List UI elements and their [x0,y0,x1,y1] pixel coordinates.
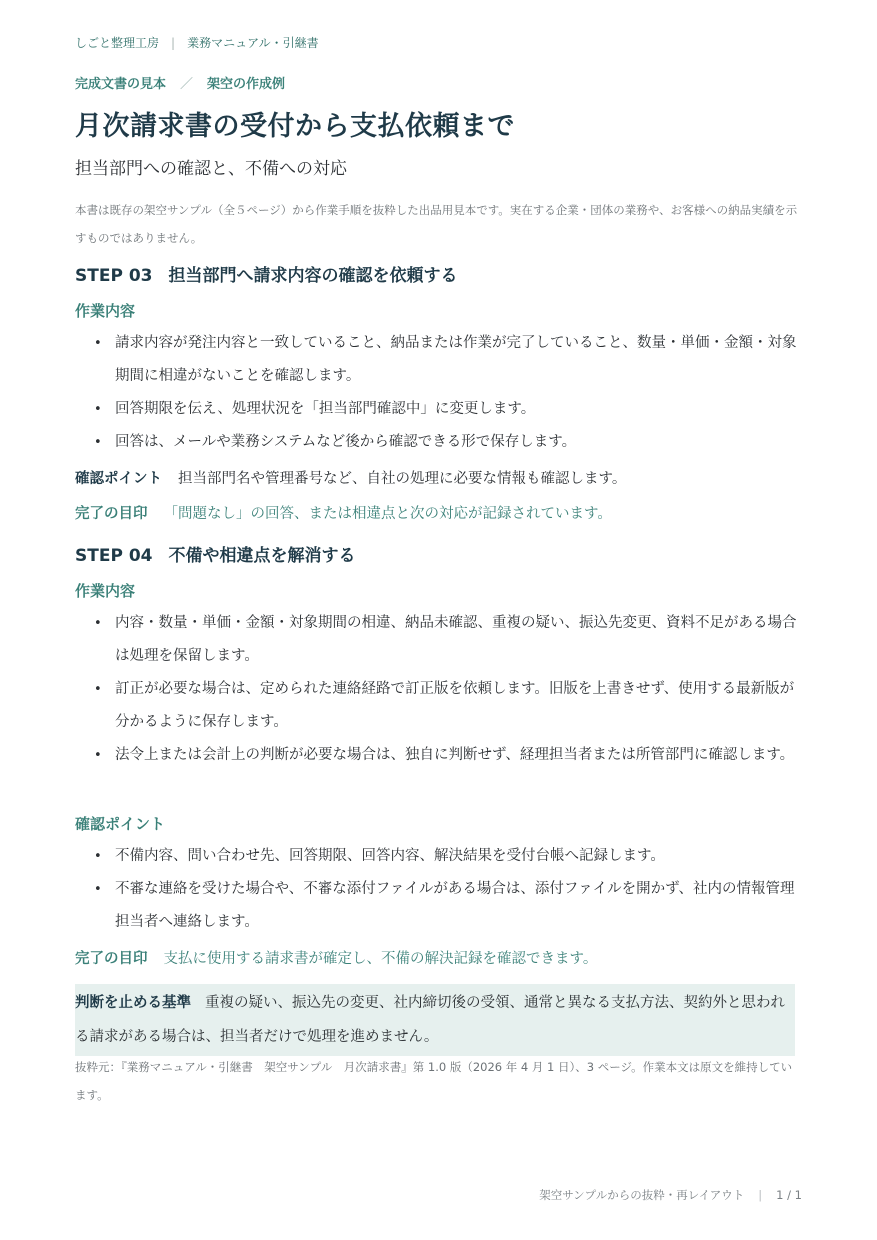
document-type: 業務マニュアル・引継書 [187,36,319,50]
stop-criteria-callout [75,984,795,1056]
stop-criteria-label: 判断を止める基準 [75,995,191,1011]
page-title: 月次請求書の受付から支払依頼まで [75,111,515,142]
footer-note: 架空サンプルからの抜粋・再レイアウト [539,1188,745,1202]
step-03-heading [75,261,458,286]
step-04-check-list [75,840,803,939]
list-item: • 回答は、メールや業務システムなど後から確認できる形で保存します。 [75,426,803,459]
list-item: • 訂正が必要な場合は、定められた連絡経路で訂正版を依頼します。旧版を上書きせず、使用する最新版が分かるように保存します。 [75,673,803,739]
step-04-number: STEP 04 [75,546,153,566]
check-point-text: 担当部門名や管理番号など、自社の処理に必要な情報も確認します。 [178,471,627,487]
kicker-label: 完成文書の見本 [75,77,167,92]
list-item: • 請求内容が発注内容と一致していること、納品または作業が完了していること、数量・単価・金額・対象期間に相違がないことを確認します。 [75,327,803,393]
list-item: • 不備内容、問い合わせ先、回答期限、回答内容、解決結果を受付台帳へ記録します。 [75,840,803,873]
list-item: • 不審な連絡を受けた場合や、不審な添付ファイルがある場合は、添付ファイルを開かず、社内の情報管理担当者へ連絡します。 [75,873,803,939]
brand-name: しごと整理工房 [75,36,160,50]
step-03-title: 担当部門へ請求内容の確認を依頼する [168,266,458,286]
done-marker-label: 完了の目印 [75,951,148,967]
list-item: • 内容・数量・単価・金額・対象期間の相違、納品未確認、重複の疑い、振込先変更、資料不足がある場合は処理を保留します。 [75,607,803,673]
page-header [75,34,319,51]
source-note: 抜粋元：『業務マニュアル・引継書 架空サンプル 月次請求書』第 1.0 版（2026 年 4 月 1 日）、3 ページ。作業本文は原文を維持しています。 [75,1060,793,1102]
done-marker-text: 「問題なし」の回答、または相違点と次の対応が記録されています。 [163,506,612,522]
step-04-done-marker [75,947,597,968]
list-item: • 法令上または会計上の判断が必要な場合は、独自に判断せず、経理担当者または所管部門に確認します。 [75,739,803,772]
header-separator: | [171,36,176,50]
step-03-done-marker [75,502,612,523]
kicker [75,73,285,92]
page-subtitle: 担当部門への確認と、不備への対応 [75,159,347,179]
step-03-number: STEP 03 [75,266,153,286]
footer-separator: | [758,1188,763,1202]
kicker-note: 架空の作成例 [207,77,286,92]
done-marker-text: 支払に使用する請求書が確定し、不備の解決記録を確認できます。 [163,951,598,967]
step-04-title: 不備や相違点を解消する [168,546,356,566]
step-04-work-list [75,607,803,772]
kicker-separator: ／ [180,77,194,92]
step-03-work-list [75,327,803,459]
step-04-check-heading: 確認ポイント [75,815,166,833]
done-marker-label: 完了の目印 [75,506,148,522]
list-item: • 回答期限を伝え、処理状況を「担当部門確認中」に変更します。 [75,393,803,426]
step-03-work-heading: 作業内容 [75,302,136,320]
step-03-check-point [75,467,626,488]
step-04-heading [75,541,356,566]
page-footer [539,1187,802,1203]
intro-note: 本書は既存の架空サンプル（全５ページ）から作業手順を抜粋した出品用見本です。実在する企業・団体の業務や、お客様への納品実績を示すものではありません。 [75,203,798,245]
step-04-work-heading: 作業内容 [75,582,136,600]
stop-criteria-text: 重複の疑い、振込先の変更、社内締切後の受領、通常と異なる支払方法、契約外と思われる請求がある場合は、担当者だけで処理を進めません。 [75,995,785,1045]
check-point-label: 確認ポイント [75,471,162,487]
page-number: 1 / 1 [776,1188,802,1202]
